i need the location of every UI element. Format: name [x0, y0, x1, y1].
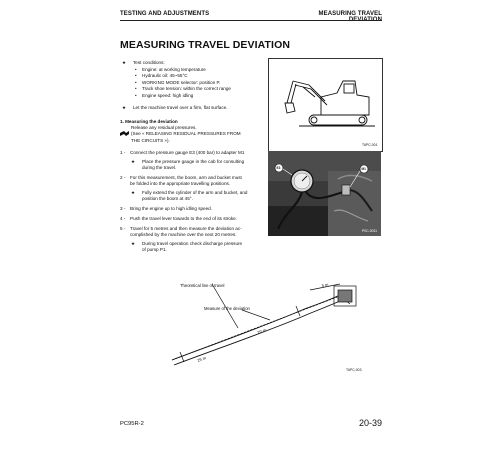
dim-20m: 20 m — [256, 327, 267, 335]
page-number: 20-39 — [358, 418, 382, 428]
step-text: complished by the machine over the next 20 metres. — [130, 232, 237, 238]
header-right: MEASURING TRAVEL — [318, 11, 382, 17]
step-text: Push the travel lever towards to the end of its stroke. — [130, 216, 237, 221]
bullet-star: ★ — [131, 190, 136, 195]
excavator-figure — [268, 58, 383, 152]
condition-item: Hydraulic oil: 45~55°C — [142, 73, 188, 78]
condition-item: Engine: at working temperature — [142, 66, 206, 72]
conditions-heading: Test conditions: — [133, 60, 165, 65]
condition-item: Engine speed: high idling — [142, 92, 194, 98]
step-text: During travel operation check discharge pressure — [142, 241, 243, 246]
step-text: Fully extend the cylinder of the arm and bucket, and — [142, 190, 248, 195]
page-title: MEASURING TRAVEL DEVIATION — [120, 39, 291, 51]
bullet-star: ★ — [131, 241, 136, 246]
callout-m1: M1 — [361, 167, 366, 171]
excavator-drawing — [269, 59, 382, 151]
list-dot: • — [135, 73, 137, 78]
list-dot: • — [135, 92, 137, 98]
section-heading: 1. Measuring the deviation — [120, 119, 178, 124]
deviation-diagram — [150, 276, 380, 381]
pressure-gauge-photo — [268, 151, 381, 236]
list-dot: • — [135, 79, 137, 85]
step-text: For this measurement, the boom, arm and bucket must — [130, 175, 242, 180]
theoretical-line-label: Theoretical line of travel — [180, 283, 225, 288]
measure-deviation-label: Measure of the deviation — [204, 306, 250, 311]
figure-code: T6PC-003 — [346, 368, 362, 372]
list-dot: • — [135, 66, 137, 72]
step-number: 4 - — [120, 216, 126, 221]
figure-code: T6PC-001 — [362, 143, 378, 147]
deviation-drawing — [150, 276, 380, 381]
footer-model: PC95R-2 — [120, 421, 144, 427]
warning-line: THE CIRCUITS »). — [131, 137, 170, 143]
bullet-star: ★ — [122, 60, 127, 65]
callout-e3: E3 — [276, 166, 281, 170]
step-text: of pump P1. — [142, 247, 167, 253]
step-text: Place the pressure gauge in the cab for consulting — [142, 159, 245, 164]
dim-5m: 5 m — [321, 281, 329, 288]
figure-code: P0C-0011 — [362, 229, 378, 233]
step-number: 5 - — [120, 226, 126, 231]
gauge-photo-drawing — [268, 151, 381, 236]
bullet-star: ★ — [131, 159, 136, 164]
firm-surface-note: Let the machine travel over a firm, flat surface. — [133, 105, 228, 110]
step-number: 3 - — [120, 206, 126, 211]
warning-line: Release any residual pressures. — [131, 125, 197, 130]
bullet-star: ★ — [122, 105, 127, 110]
step-number: 2 - — [120, 175, 126, 180]
step-text: be folded into the appropriate travelling positions. — [130, 181, 231, 187]
step-text: Connect the pressure gauge E3 (400 bar) to adapter M1 — [130, 150, 245, 155]
dim-25m: 25 m — [196, 355, 207, 363]
header-left: TESTING AND ADJUSTMENTS — [120, 11, 210, 17]
condition-item: Track shoe tension: within the correct range — [142, 86, 231, 91]
step-text: position the boom at 45°. — [142, 196, 193, 202]
header-rule — [120, 20, 382, 21]
warning-icon — [120, 125, 130, 143]
list-dot: • — [135, 86, 137, 91]
condition-item: WORKING MODE selector: position P. — [142, 79, 221, 85]
step-text: Bring the engine up to high idling speed. — [130, 206, 212, 211]
step-text: Travel for 5 metres and then measure the deviation ac- — [130, 226, 242, 231]
step-text: during the travel. — [142, 165, 177, 171]
step-number: 1 - — [120, 150, 126, 155]
warning-line: (See « RELEASING RESIDUAL PRESSURES FROM — [131, 131, 241, 137]
